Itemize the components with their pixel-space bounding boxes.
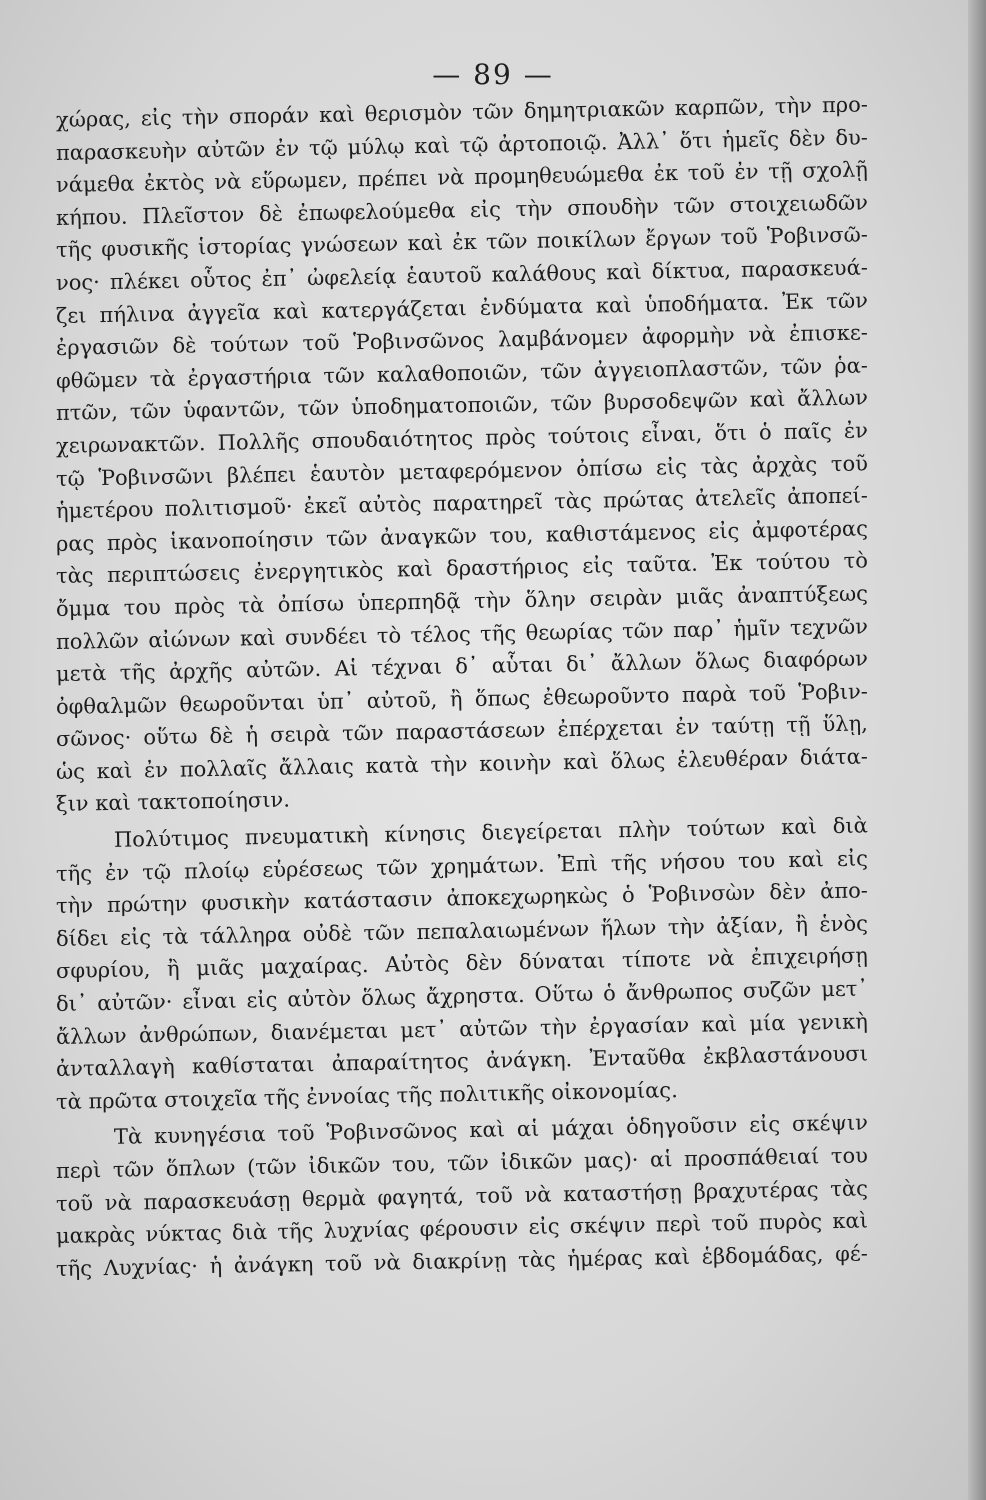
text-line: περὶ τῶν ὅπλων (τῶν ἰδικῶν του, τῶν ἰδικῶν μας)· αἱ προσπάθειαί του (55, 1143, 869, 1183)
text-line: τὴν πρώτην φυσικὴν κατάστασιν ἀποκεχωρηκὼς ὁ Ῥοβινσὼν δὲν ἀπο- (55, 878, 869, 919)
text-line: τῆς ἐν τῷ πλοίῳ εὑρέσεως τῶν χρημάτων. Ἐπὶ τῆς νήσου του καὶ εἰς (55, 846, 869, 886)
text-line: ἐργασιῶν δὲ τούτων τοῦ Ῥοβινσῶνος λαμβάνομεν ἀφορμὴν νὰ ἐπισκε- (55, 320, 869, 361)
text-line: σφυρίου, ἢ μιᾶς μαχαίρας. Αὐτὸς δὲν δύναται τίποτε νὰ ἐπιχειρήσῃ (55, 943, 869, 984)
text-line: ἄλλων ἀνθρώπων, διανέμεται μετ᾽ αὐτῶν τὴν ἐργασίαν καὶ μία γενικὴ (55, 1009, 869, 1049)
text-line: μετὰ τῆς ἀρχῆς αὐτῶν. Αἱ τέχναι δ᾽ αὗται δι᾽ ἄλλων ὅλως διαφόρων (55, 646, 869, 687)
text-line: ρας πρὸς ἱκανοποίησιν τῶν ἀναγκῶν του, καθιστάμενος εἰς ἀμφοτέρας (55, 516, 869, 556)
text-line: σῶνος· οὕτω δὲ ἡ σειρὰ τῶν παραστάσεων ἐπέρχεται ἐν ταύτῃ τῇ ὕλῃ, (55, 711, 869, 752)
text-line: ὄμμα του πρὸς τὰ ὀπίσω ὑπερπηδᾷ τὴν ὅλην σειρὰν μιᾶς ἀναπτύξεως (55, 581, 869, 621)
paragraph-3 (55, 1110, 869, 1285)
text-line: τῆς Λυχνίας· ἡ ἀνάγκη τοῦ νὰ διακρίνῃ τὰς ἡμέρας καὶ ἑβδομάδας, φέ- (55, 1241, 869, 1281)
text-line: δι᾽ αὐτῶν· εἶναι εἰς αὐτὸν ὅλως ἄχρηστα. Οὕτω ὁ ἄνθρωπος συζῶν μετ᾽ (55, 976, 869, 1017)
text-line: ὡς καὶ ἐν πολλαῖς ἄλλαις κατὰ τὴν κοινὴν καὶ ὅλως ἐλευθέραν διάτα- (55, 744, 869, 784)
paragraph-1 (55, 92, 869, 821)
text-line: Τὰ κυνηγέσια τοῦ Ῥοβινσῶνος καὶ αἱ μάχαι ὁδηγοῦσιν εἰς σκέψιν (113, 1110, 869, 1150)
paragraph-2 (55, 813, 869, 1118)
text-line: πτῶν, τῶν ὑφαντῶν, τῶν ὑποδηματοποιῶν, τῶν βυρσοδεψῶν καὶ ἄλλων (55, 385, 869, 426)
text-line: Πολύτιμος πνευματικὴ κίνησις διεγείρεται πλὴν τούτων καὶ διὰ (113, 813, 869, 852)
page-edge (968, 0, 986, 1500)
text-line: ξιν καὶ τακτοποίησιν. (55, 787, 291, 817)
body-text (55, 92, 869, 1285)
text-line: χειρωνακτῶν. Πολλῆς σπουδαιότητος πρὸς τούτοις εἶναι, ὅτι ὁ παῖς ἐν (55, 418, 869, 458)
text-line: φθῶμεν τὰ ἐργαστήρια τῶν καλαθοποιῶν, τῶν ἀγγειοπλαστῶν, τῶν ῥα- (55, 353, 869, 393)
text-line: ὀφθαλμῶν θεωροῦνται ὑπ᾽ αὐτοῦ, ἢ ὅπως ἐθεωροῦντο παρὰ τοῦ Ῥοβιν- (55, 679, 869, 719)
page-number: — 89 — (432, 58, 554, 91)
text-line: χώρας, εἰς τὴν σποράν καὶ θερισμὸν τῶν δημητριακῶν καρπῶν, τὴν προ- (55, 92, 869, 132)
text-line: τοῦ νὰ παρασκευάσῃ θερμὰ φαγητά, τοῦ νὰ καταστήσῃ βραχυτέρας τὰς (55, 1176, 869, 1216)
text-line: τῆς φυσικῆς ἱστορίας γνώσεων καὶ ἐκ τῶν ποικίλων ἔργων τοῦ Ῥοβινσῶ- (55, 222, 869, 263)
text-line: τῷ Ῥοβινσῶνι βλέπει ἑαυτὸν μεταφερόμενον ὀπίσω εἰς τὰς ἀρχὰς τοῦ (55, 450, 869, 491)
text-line: μακρὰς νύκτας διὰ τῆς λυχνίας φέρουσιν εἰς σκέψιν περὶ τοῦ πυρὸς καὶ (55, 1208, 869, 1249)
text-line: νος· πλέκει οὗτος ἐπ᾽ ὠφελείᾳ ἑαυτοῦ καλάθους καὶ δίκτυα, παρασκευά- (55, 255, 869, 295)
text-line: ζει πήλινα ἀγγεῖα καὶ κατεργάζεται ἐνδύματα καὶ ὑποδήματα. Ἐκ τῶν (55, 287, 869, 328)
text-line: ἡμετέρου πολιτισμοῦ· ἐκεῖ αὐτὸς παρατηρεῖ τὰς πρώτας ἀτελεῖς ἀποπεί- (55, 483, 869, 524)
text-line: πολλῶν αἰώνων καὶ συνδέει τὸ τέλος τῆς θεωρίας τῶν παρ᾽ ἡμῖν τεχνῶν (55, 613, 869, 654)
text-line: δίδει εἰς τὰ τάλληρα οὐδὲ τῶν πεπαλαιωμένων ἥλων τὴν ἀξίαν, ἢ ἑνὸς (55, 911, 869, 951)
text-line: ἀνταλλαγὴ καθίσταται ἀπαραίτητος ἀνάγκη. Ἐνταῦθα ἐκβλαστάνουσι (55, 1041, 869, 1082)
text-line: τὰ πρῶτα στοιχεῖα τῆς ἐννοίας τῆς πολιτικῆς οἰκονομίας. (55, 1077, 678, 1114)
text-line: παρασκευὴν αὐτῶν ἐν τῷ μύλῳ καὶ τῷ ἀρτοποιῷ. Ἀλλ᾽ ὅτι ἡμεῖς δὲν δυ- (55, 125, 869, 165)
text-line: νάμεθα ἐκτὸς νὰ εὕρωμεν, πρέπει νὰ προμηθευώμεθα ἐκ τοῦ ἐν τῇ σχολῇ (55, 157, 869, 198)
text-line: κήπου. Πλεῖστον δὲ ἐπωφελούμεθα εἰς τὴν σπουδὴν τῶν στοιχειωδῶν (55, 190, 869, 230)
text-line: τὰς περιπτώσεις ἐνεργητικὸς καὶ δραστήριος εἰς ταῦτα. Ἐκ τούτου τὸ (55, 548, 869, 589)
